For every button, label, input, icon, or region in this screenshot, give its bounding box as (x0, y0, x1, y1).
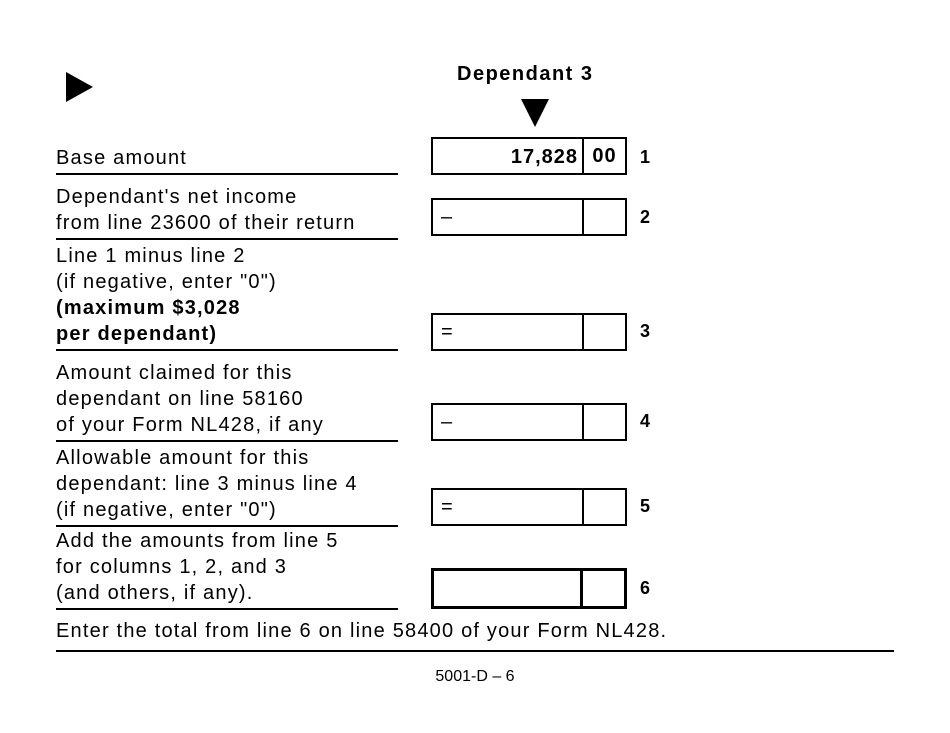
pointer-down-icon (521, 99, 549, 127)
line-6-total-field[interactable] (431, 568, 627, 609)
line-4-label-text-1: Amount claimed for this (56, 362, 293, 384)
line-1-cents: 00 (592, 144, 617, 167)
line-1-amount-field[interactable] (431, 137, 627, 175)
line-3-number: 3 (640, 321, 651, 341)
footer-divider (56, 650, 894, 652)
line-5-label (56, 445, 398, 527)
line-5-operator: = (441, 496, 454, 518)
line-2-label (56, 184, 398, 240)
line-2-label-text-2: from line 23600 of their return (56, 212, 356, 234)
line-4-number: 4 (640, 411, 651, 431)
column-title: Dependant 3 (457, 63, 594, 85)
line-6-label-text-1: Add the amounts from line 5 (56, 530, 339, 552)
line-3-label-bold-2: per dependant) (56, 323, 218, 345)
line-6-label-text-2: for columns 1, 2, and 3 (56, 556, 288, 578)
line-5-label-text-3: (if negative, enter "0") (56, 499, 277, 521)
line-5-number: 5 (640, 496, 651, 516)
line-1-label (56, 145, 398, 175)
line-5-amount-field[interactable] (431, 488, 627, 526)
pointer-right-icon (66, 72, 93, 102)
line-1-number: 1 (640, 147, 651, 167)
line-4-cents (584, 405, 625, 439)
line-4-operator: – (441, 411, 454, 433)
line-4-label (56, 360, 398, 442)
line-3-label-text-2: (if negative, enter "0") (56, 271, 277, 293)
line-2-amount-field[interactable] (431, 198, 627, 236)
line-4-label-text-2: dependant on line 58160 (56, 388, 304, 410)
line-4-label-text-3: of your Form NL428, if any (56, 414, 324, 436)
line-1-label-text: Base amount (56, 147, 188, 169)
line-6-label (56, 528, 398, 610)
footer-instruction: Enter the total from line 6 on line 58400 of your Form NL428. (56, 620, 668, 642)
line-6-number: 6 (640, 578, 651, 598)
page-number: 5001-D – 6 (435, 668, 515, 685)
line-2-operator: – (441, 206, 454, 228)
line-1-amount: 17,828 (510, 146, 578, 168)
line-6-label-text-3: (and others, if any). (56, 582, 254, 604)
line-5-label-text-2: dependant: line 3 minus line 4 (56, 473, 358, 495)
line-3-label-text-1: Line 1 minus line 2 (56, 245, 246, 267)
line-5-label-text-1: Allowable amount for this (56, 447, 310, 469)
line-6-cents (583, 571, 624, 606)
line-2-label-text-1: Dependant's net income (56, 186, 298, 208)
line-5-cents (584, 490, 625, 524)
line-3-operator: = (441, 321, 454, 343)
line-3-cents (584, 315, 625, 349)
line-3-label-bold-1: (maximum $3,028 (56, 297, 241, 319)
line-3-amount-field[interactable] (431, 313, 627, 351)
line-4-amount-field[interactable] (431, 403, 627, 441)
line-2-cents (584, 200, 625, 234)
line-3-label (56, 243, 398, 351)
line-2-number: 2 (640, 207, 651, 227)
